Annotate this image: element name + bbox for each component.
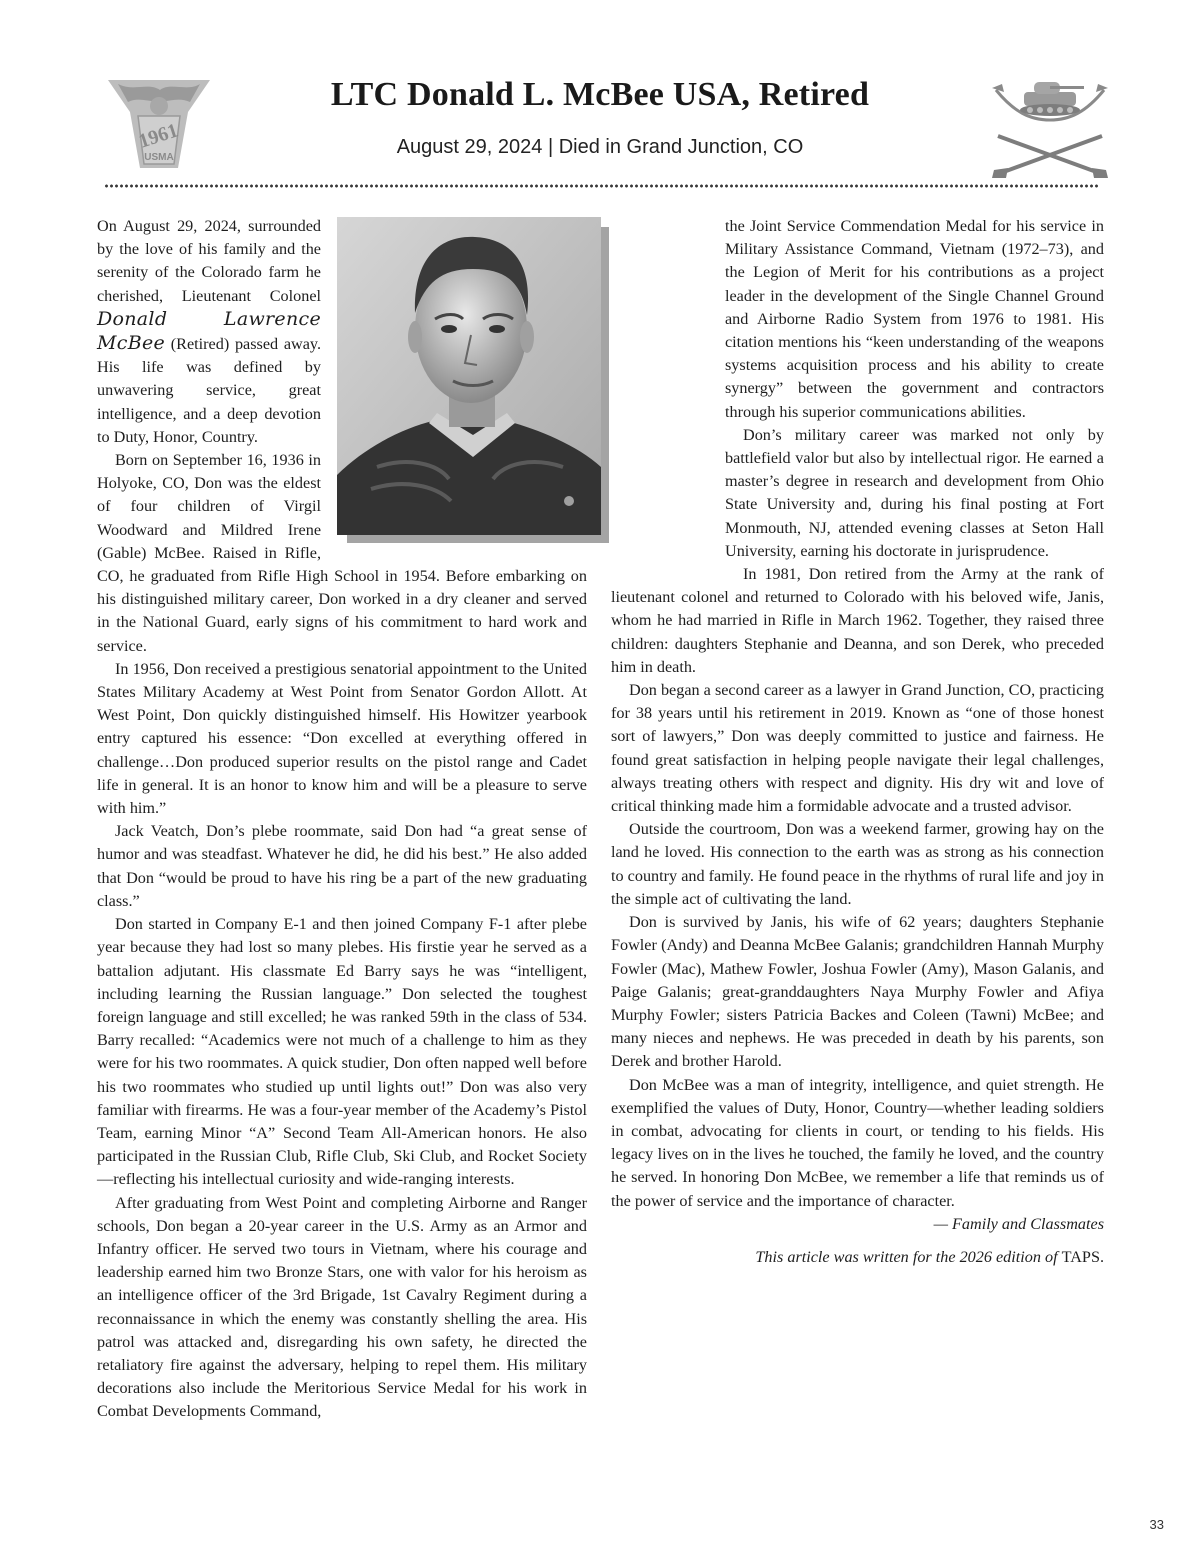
attribution: — Family and Classmates xyxy=(933,1214,1104,1233)
paragraph: the Joint Service Commendation Medal for his service in Military Assistance Command, Vietnam (1972–73), and the Legion of Merit for his contributions as a project leader in the development of the Single Channel Ground and Airborne Radio System from 1976 to 1981. His citation mentions his “keen understanding of the weapons systems acquisition process and his ability to create synergy” between the government and contractors through his superior communications abilities. xyxy=(725,217,1104,421)
left-column xyxy=(97,215,587,1424)
paragraph: Don is survived by Janis, his wife of 62 years; daughters Stephanie Fowler (Andy) and Deanna McBee Galanis; grandchildren Hannah Murphy Fowler (Mac), Mathew Fowler, Joshua Fowler (Amy), Mason Galanis, and Paige Galanis; great-granddaughters Naya Murphy Fowler and Afiya Murphy Fowler; sisters Patricia Backes and Coleen (Tawni) McBee; and many nieces and nephews. He was preceded in death by his parents, son Derek and brother Harold. xyxy=(611,913,1104,1071)
paragraph: Outside the courtroom, Don was a weekend farmer, growing hay on the land he loved. His connection to the earth was as strong as his connection to country and family. He found peace in the rhythms of rural life and joy in the simple act of cultivating the land. xyxy=(611,820,1104,908)
paragraph: Jack Veatch, Don’s plebe roommate, said Don had “a great sense of humor and was steadfast. Whatever he did, he did his best.” He also added that Don “would be proud to have his ring be a part of the new graduating class.” xyxy=(97,822,587,910)
paragraph: Don began a second career as a lawyer in Grand Junction, CO, practicing for 38 years until his retirement in 2019. Known as “one of those honest sort of lawyers,” Don was deeply committed to justice and fairness. He found great satisfaction in helping people navigate their legal challenges, always treating others with respect and dignity. His dry wit and love of critical thinking made him a formidable advocate and a trusted advisor. xyxy=(611,681,1104,816)
paragraph: Born on September 16, 1936 in Holyoke, CO, Don was the eldest of four children of Virgil Woodward and Mildred Irene (Gable) McBee. Raised in Rifle, CO, he graduated from Rifle High School in 1954. Before embarking on his distinguished military career, Don worked in a dry cleaner and served in the National Guard, early signs of his commitment to hard work and service. xyxy=(97,451,587,655)
right-column xyxy=(611,215,1104,1269)
photo-wrap-spacer xyxy=(587,215,717,565)
armor-infantry-insignia-icon xyxy=(990,70,1110,182)
paragraph: In 1956, Don received a prestigious senatorial appointment to the United States Military Academy at West Point from Senator Gordon Allott. At West Point, Don quickly distinguished himself. His Howitzer yearbook entry captured his essence: “Don excelled at everything offered in challenge…Don produced superior results on the pistol range and Cadet life in general. It is an honor to know him and will be a pleasure to serve with him.” xyxy=(97,659,587,818)
crest-usma: USMA xyxy=(144,152,174,163)
paragraph: After graduating from West Point and completing Airborne and Ranger schools, Don began a 20-year career in the U.S. Army as an Armor and Infantry officer. He served two tours in Vietnam, where his courage and leadership earned him two Bronze Stars, one with valor for his heroism as an intelligence officer of the 3rd Brigade, 1st Cavalry Regiment during a reconnaissance in which the enemy was constantly shelling the area. His patrol was attacked and, disregarding his own safety, he directed the retaliatory fire against the adversary, helping to repel them. His military decorations also include the Meritorious Service Medal for his work in Combat Developments Command, xyxy=(97,1193,587,1421)
page-subtitle: August 29, 2024 | Died in Grand Junction, CO xyxy=(396,136,804,158)
header-divider xyxy=(104,184,1098,188)
publication-name: TAPS. xyxy=(1061,1247,1104,1266)
paragraph: On August 29, 2024, surrounded by the love of his family and the serenity of the Colorado farm he cherished, Lieutenant Colonel Donald Lawrence McBee (Retired) passed away. His life was defined by unwavering service, great intelligence, and a deep devotion to Duty, Honor, Country. xyxy=(97,217,321,446)
signature-name: Donald Lawrence McBee xyxy=(97,307,321,355)
paragraph: Don’s military career was marked not only by battlefield valor but also by intellectual rigor. He earned a master’s degree in research and development from Ohio State University and, during his final posting at Fort Monmouth, NJ, attended evening classes at Seton Hall University, earning his doctorate in jurisprudence. xyxy=(725,425,1104,560)
publication-note: This article was written for the 2026 edition of TAPS. xyxy=(755,1247,1104,1266)
page-title: LTC Donald L. McBee USA, Retired xyxy=(330,76,870,113)
paragraph: Don started in Company E-1 and then joined Company F-1 after plebe year because they had lost so many plebes. His firstie year he served as a battalion adjutant. His classmate Ed Barry says he was “intelligent, including learning the Russian language.” Don selected the toughest foreign language and still excelled; he was ranked 59th in the class of 534. Barry recalled: “Academics were not much of a challenge to him as they were for his two roommates. A quick studier, Don often napped well before his two roommates who studied up until lights out!” Don was also very familiar with firearms. He was a four-year member of the Academy’s Pistol Team, earning Minor “A” Second Team All-American honors. He also participated in the Russian Club, Rifle Club, Ski Club, and Rocket Society—reflecting his intellectual curiosity and wide-ranging interests. xyxy=(97,915,587,1189)
paragraph: In 1981, Don retired from the Army at the rank of lieutenant colonel and returned to Colorado with his beloved wife, Janis, whom he had married in Rifle in March 1962. Together, they raised three children: daughters Stephanie and Deanna, and son Derek, who preceded him in death. xyxy=(611,565,1104,676)
paragraph: Don McBee was a man of integrity, intelligence, and quiet strength. He exemplified the values of Duty, Honor, Country—whether leading soldiers in combat, advocating for clients in court, or tending to his fields. His legacy lives on in the lives he touched, the family he loved, and the country he served. In honoring Don McBee, we remember a life that reminds us of the power of service and the importance of character. xyxy=(611,1075,1104,1210)
cadet-portrait-photo xyxy=(337,217,611,545)
crest-year: 1961 xyxy=(135,119,181,153)
page-number: 33 xyxy=(1149,1517,1164,1532)
